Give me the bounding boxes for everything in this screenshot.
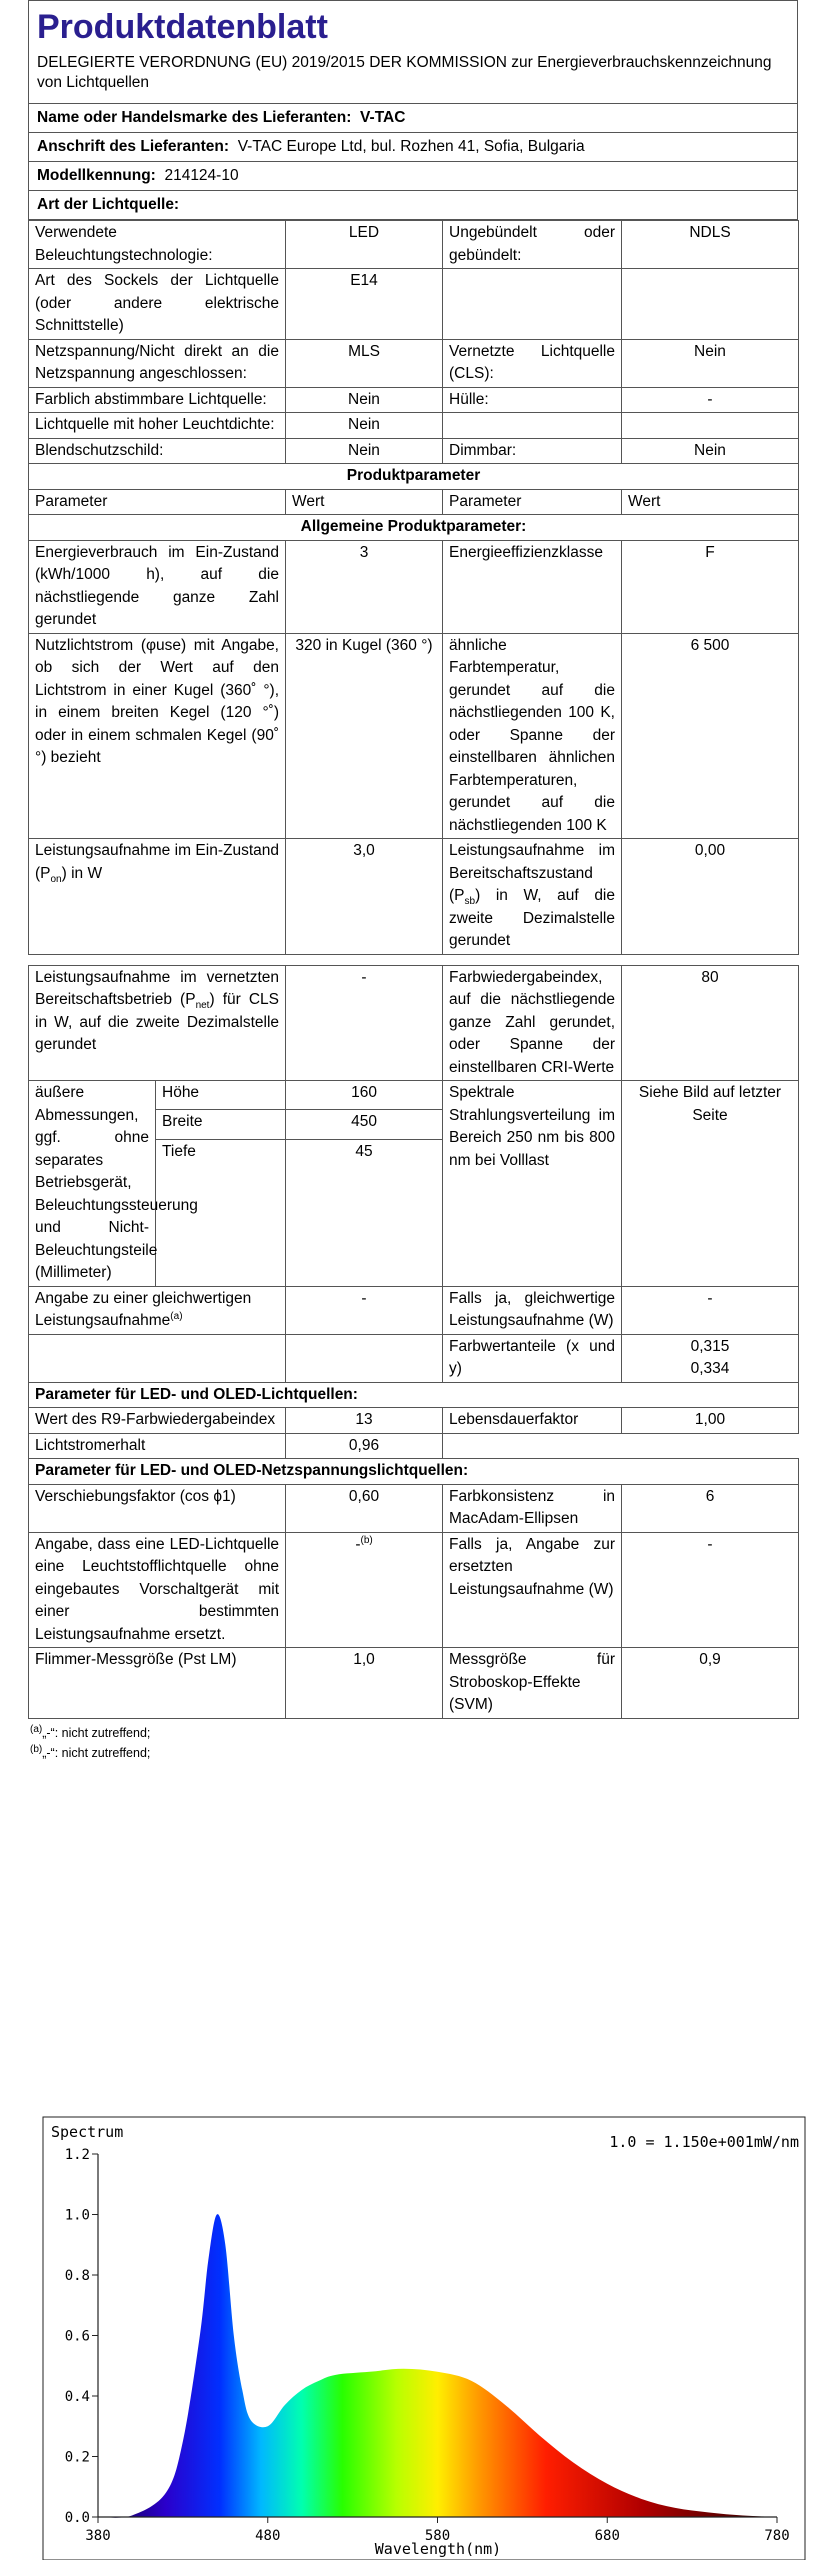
y-tick-label: 1.0 bbox=[64, 2207, 90, 2224]
x-tick-label: 480 bbox=[255, 2528, 281, 2544]
table-row: Angabe, dass eine LED-Lichtquelle eine Leuchtstofflichtquelle ohne eingebautes Vorschaltgerät mit einer bestimmten Leistungsaufnahme ersetzt. -$^{(b)}$ Falls ja, Angabe zur ersetzten Leistungsaufnahme (W) - bbox=[29, 1532, 799, 1648]
section-heading: Allgemeine Produktparameter: bbox=[29, 515, 799, 541]
table-row: Netzspannung/Nicht direkt an die Netzspannung angeschlossen: MLS Vernetzte Lichtquelle (CLS): Nein bbox=[29, 339, 799, 387]
y-tick-label: 0.6 bbox=[64, 2328, 90, 2345]
x-tick-label: 680 bbox=[594, 2528, 620, 2544]
table-row: Verwendete Beleuchtungstechnologie: LED Ungebündelt oder gebündelt: NDLS bbox=[29, 221, 799, 269]
table-row: Lichtquelle mit hoher Leuchtdichte: Nein bbox=[29, 413, 799, 439]
table-row: Breite 450 bbox=[29, 1110, 799, 1139]
parameters-table bbox=[28, 965, 799, 1719]
table-header-row: Parameter Wert Parameter Wert bbox=[29, 489, 799, 515]
table-row: Nutzlichtstrom (φuse) mit Angabe, ob sich der Wert auf den Lichtstrom in einer Kugel (360˚ °), in einem breiten Kegel (120 °˚) oder in einem schmalen Kegel (90˚ °) bezieht 320 in Kugel (360 °) ähnliche Farbtemperatur, gerundet auf die nächstliegenden 100 K, oder Spanne der einstellbaren ähnlichen Farbtemperaturen, gerundet auf die nächstliegenden 100 K 6 500 bbox=[29, 633, 799, 839]
page-title: Produktdatenblatt bbox=[37, 8, 328, 46]
table-row: Art des Sockels der Lichtquelle (oder andere elektrische Schnittstelle) E14 bbox=[29, 269, 799, 340]
chart-scale-note: 1.0 = 1.150e+001mW/nm bbox=[609, 2133, 799, 2151]
regulation-subtitle: DELEGIERTE VERORDNUNG (EU) 2019/2015 DER KOMMISSION zur Energieverbrauchskennzeichnung von Lichtquellen bbox=[29, 47, 797, 104]
y-tick-label: 0.0 bbox=[64, 2510, 90, 2526]
footnote-b: $^{(b)}$„-“: nicht zutreffend; bbox=[30, 1743, 151, 1760]
supplier-address-row: Anschrift des Lieferanten: V-TAC Europe Ltd, bul. Rozhen 41, Sofia, Bulgaria bbox=[29, 133, 797, 162]
datasheet-header bbox=[28, 0, 798, 220]
footnote-a: $^{(a)}$„-“: nicht zutreffend; bbox=[30, 1723, 151, 1740]
supplier-name-row: Name oder Handelsmarke des Lieferanten: V-TAC bbox=[29, 104, 797, 133]
y-tick-label: 0.8 bbox=[64, 2268, 90, 2284]
datasheet bbox=[28, 0, 798, 1763]
y-tick-label: 1.2 bbox=[64, 2147, 90, 2163]
spectrum-chart bbox=[43, 2117, 805, 2560]
table-row: Wert des R9-Farbwiedergabeindex 13 Lebensdauerfaktor 1,00 bbox=[29, 1408, 799, 1434]
x-tick-label: 580 bbox=[424, 2528, 451, 2544]
table-row: Farbwertanteile (x und y) 0,315 0,334 bbox=[29, 1334, 799, 1382]
table-row: Tiefe 45 bbox=[29, 1139, 799, 1286]
model-row: Modellkennung: 214124-10 bbox=[29, 162, 797, 191]
table-row: Energieverbrauch im Ein-Zustand (kWh/1000 h), auf die nächstliegende ganze Zahl gerundet 3 Energieeffizienzklasse F bbox=[29, 540, 799, 633]
table-row: Leistungsaufnahme im Ein-Zustand $(P_{on})$ in W 3,0 Leistungsaufnahme im Bereitschaftszustand $(P_{sb})$ in W, auf die zweite Dezimalstelle gerundet 0,00 bbox=[29, 839, 799, 955]
chart-title: Spectrum bbox=[51, 2123, 124, 2141]
table-row: äußere Abmessungen, ggf. ohne separates Betriebsgerät, Beleuchtungssteuerung und Nicht-Beleuchtungsteile (Millimeter) Höhe 160 Spektrale Strahlungsverteilung im Bereich 250 nm bis 800 nm bei Volllast Siehe Bild auf letzter Seite bbox=[29, 1081, 799, 1110]
light-type-table bbox=[28, 220, 799, 955]
table-row: Verschiebungsfaktor (cos ϕ1) 0,60 Farbkonsistenz in MacAdam-Ellipsen 6 bbox=[29, 1484, 799, 1532]
y-tick-label: 0.4 bbox=[64, 2389, 90, 2405]
section-heading: Parameter für LED- und OLED-Netzspannungslichtquellen: bbox=[29, 1459, 799, 1485]
table-row: Angabe zu einer gleichwertigen Leistungsaufnahme$^{(a)}$ - Falls ja, gleichwertige Leistungsaufnahme (W) - bbox=[29, 1286, 799, 1334]
section-heading: Produktparameter bbox=[29, 464, 799, 490]
table-row: Blendschutzschild: Nein Dimmbar: Nein bbox=[29, 438, 799, 464]
x-axis-label: Wavelength(nm) bbox=[374, 2540, 502, 2558]
y-tick-label: 0.2 bbox=[64, 2449, 90, 2466]
light-type-heading: Art der Lichtquelle: bbox=[29, 191, 797, 220]
table-row: Leistungsaufnahme im vernetzten Bereitschaftsbetrieb $(P_{net})$ für CLS in W, auf die zweite Dezimalstelle gerundet - Farbwiedergabeindex, auf die nächstliegende ganze Zahl gerundet, oder Spanne der einstellbaren CRI-Werte 80 bbox=[29, 965, 799, 1081]
x-tick-label: 780 bbox=[764, 2528, 790, 2544]
table-row: Lichtstromerhalt 0,96 bbox=[29, 1433, 799, 1459]
x-tick-label: 380 bbox=[85, 2528, 111, 2544]
section-heading: Parameter für LED- und OLED-Lichtquellen: bbox=[29, 1382, 799, 1408]
table-row: Farblich abstimmbare Lichtquelle: Nein Hülle: - bbox=[29, 387, 799, 413]
table-row: Flimmer-Messgröße (Pst LM) 1,0 Messgröße für Stroboskop-Effekte (SVM) 0,9 bbox=[29, 1648, 799, 1719]
